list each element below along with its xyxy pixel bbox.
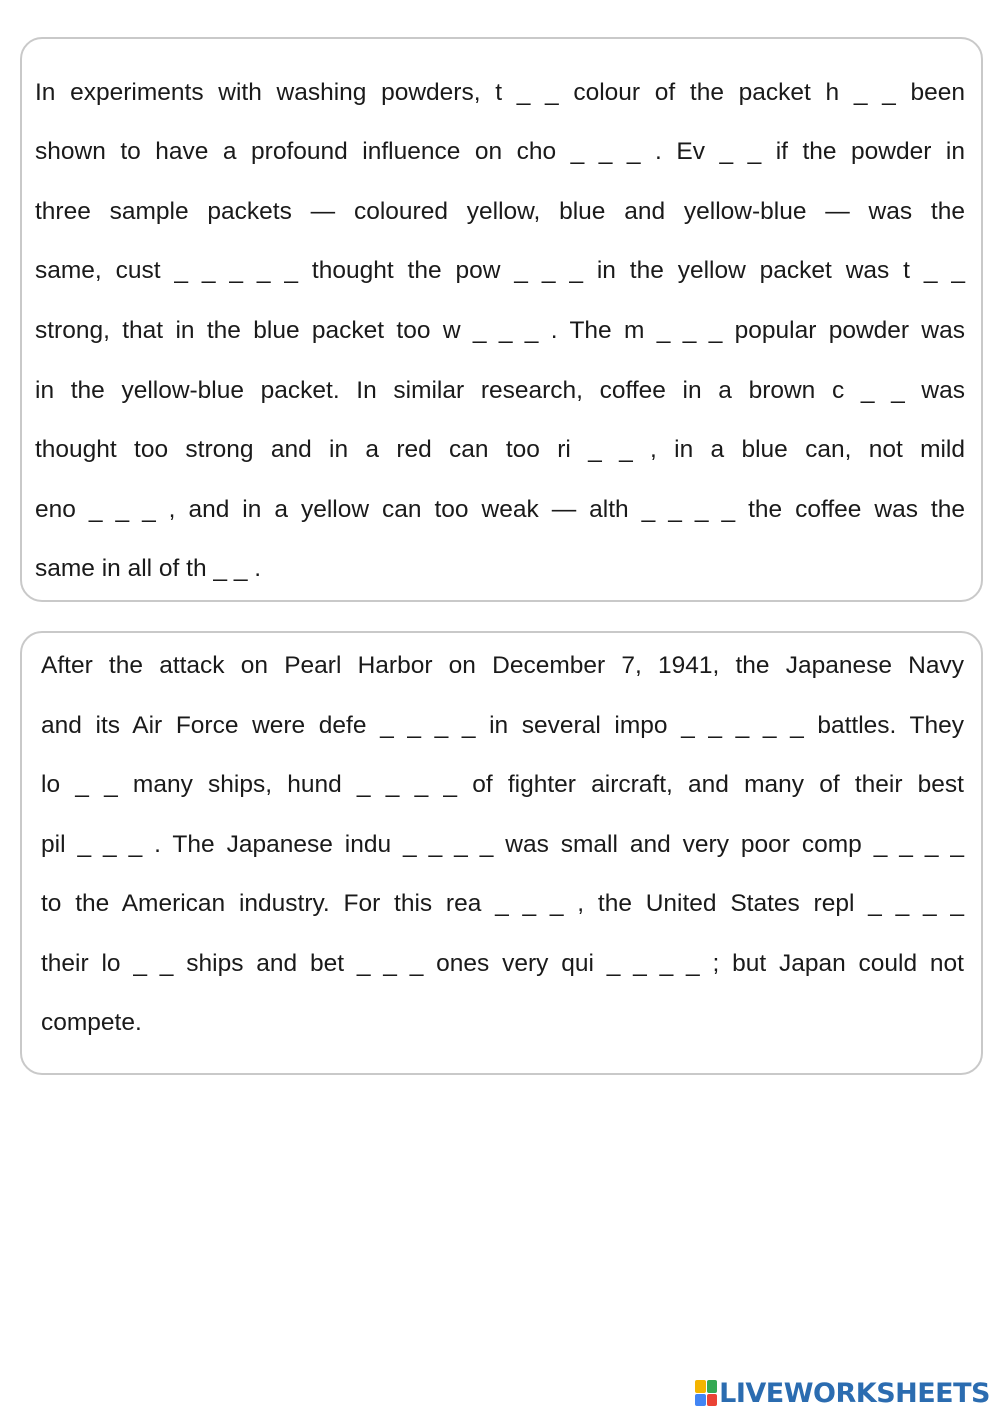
passage-1-line: In experiments with washing powders, t _ _ colour of the packet h _ _ been [35, 79, 965, 106]
passage-2-line: and its Air Force were defe _ _ _ _ in several impo _ _ _ _ _ battles. They [41, 712, 964, 739]
logo-text: LIVEWORKSHEETS [719, 1377, 990, 1409]
passage-1-line: same in all of th _ _ . [35, 555, 262, 582]
passage-2-line: pil _ _ _ . The Japanese indu _ _ _ _ was small and very poor comp _ _ _ _ [41, 831, 964, 858]
liveworksheets-logo-icon [695, 1380, 717, 1406]
passage-2-line: compete. [41, 1009, 142, 1036]
passage-2-line: lo _ _ many ships, hund _ _ _ _ of fighter aircraft, and many of their best [41, 771, 964, 798]
passage-2-panel [20, 631, 983, 1075]
passage-2-line: their lo _ _ ships and bet _ _ _ ones very qui _ _ _ _ ; but Japan could not [41, 950, 964, 977]
passage-1-line: three sample packets — coloured yellow, blue and yellow-blue — was the [35, 198, 965, 225]
passage-1-line: strong, that in the blue packet too w _ _ _ . The m _ _ _ popular powder was [35, 317, 965, 344]
passage-2-line: After the attack on Pearl Harbor on December 7, 1941, the Japanese Navy [41, 652, 964, 679]
passage-1-line: eno _ _ _ , and in a yellow can too weak — alth _ _ _ _ the coffee was the [35, 496, 965, 523]
passage-1-line: thought too strong and in a red can too ri _ _ , in a blue can, not mild [35, 436, 965, 463]
passage-1-line: shown to have a profound influence on cho _ _ _ . Ev _ _ if the powder in [35, 138, 965, 165]
passage-1-line: in the yellow-blue packet. In similar research, coffee in a brown c _ _ was [35, 377, 965, 404]
liveworksheets-logo [695, 1378, 990, 1408]
passage-1-panel [20, 37, 983, 602]
passage-2-line: to the American industry. For this rea _ _ _ , the United States repl _ _ _ _ [41, 890, 964, 917]
passage-1-line: same, cust _ _ _ _ _ thought the pow _ _ _ in the yellow packet was t _ _ [35, 257, 965, 284]
